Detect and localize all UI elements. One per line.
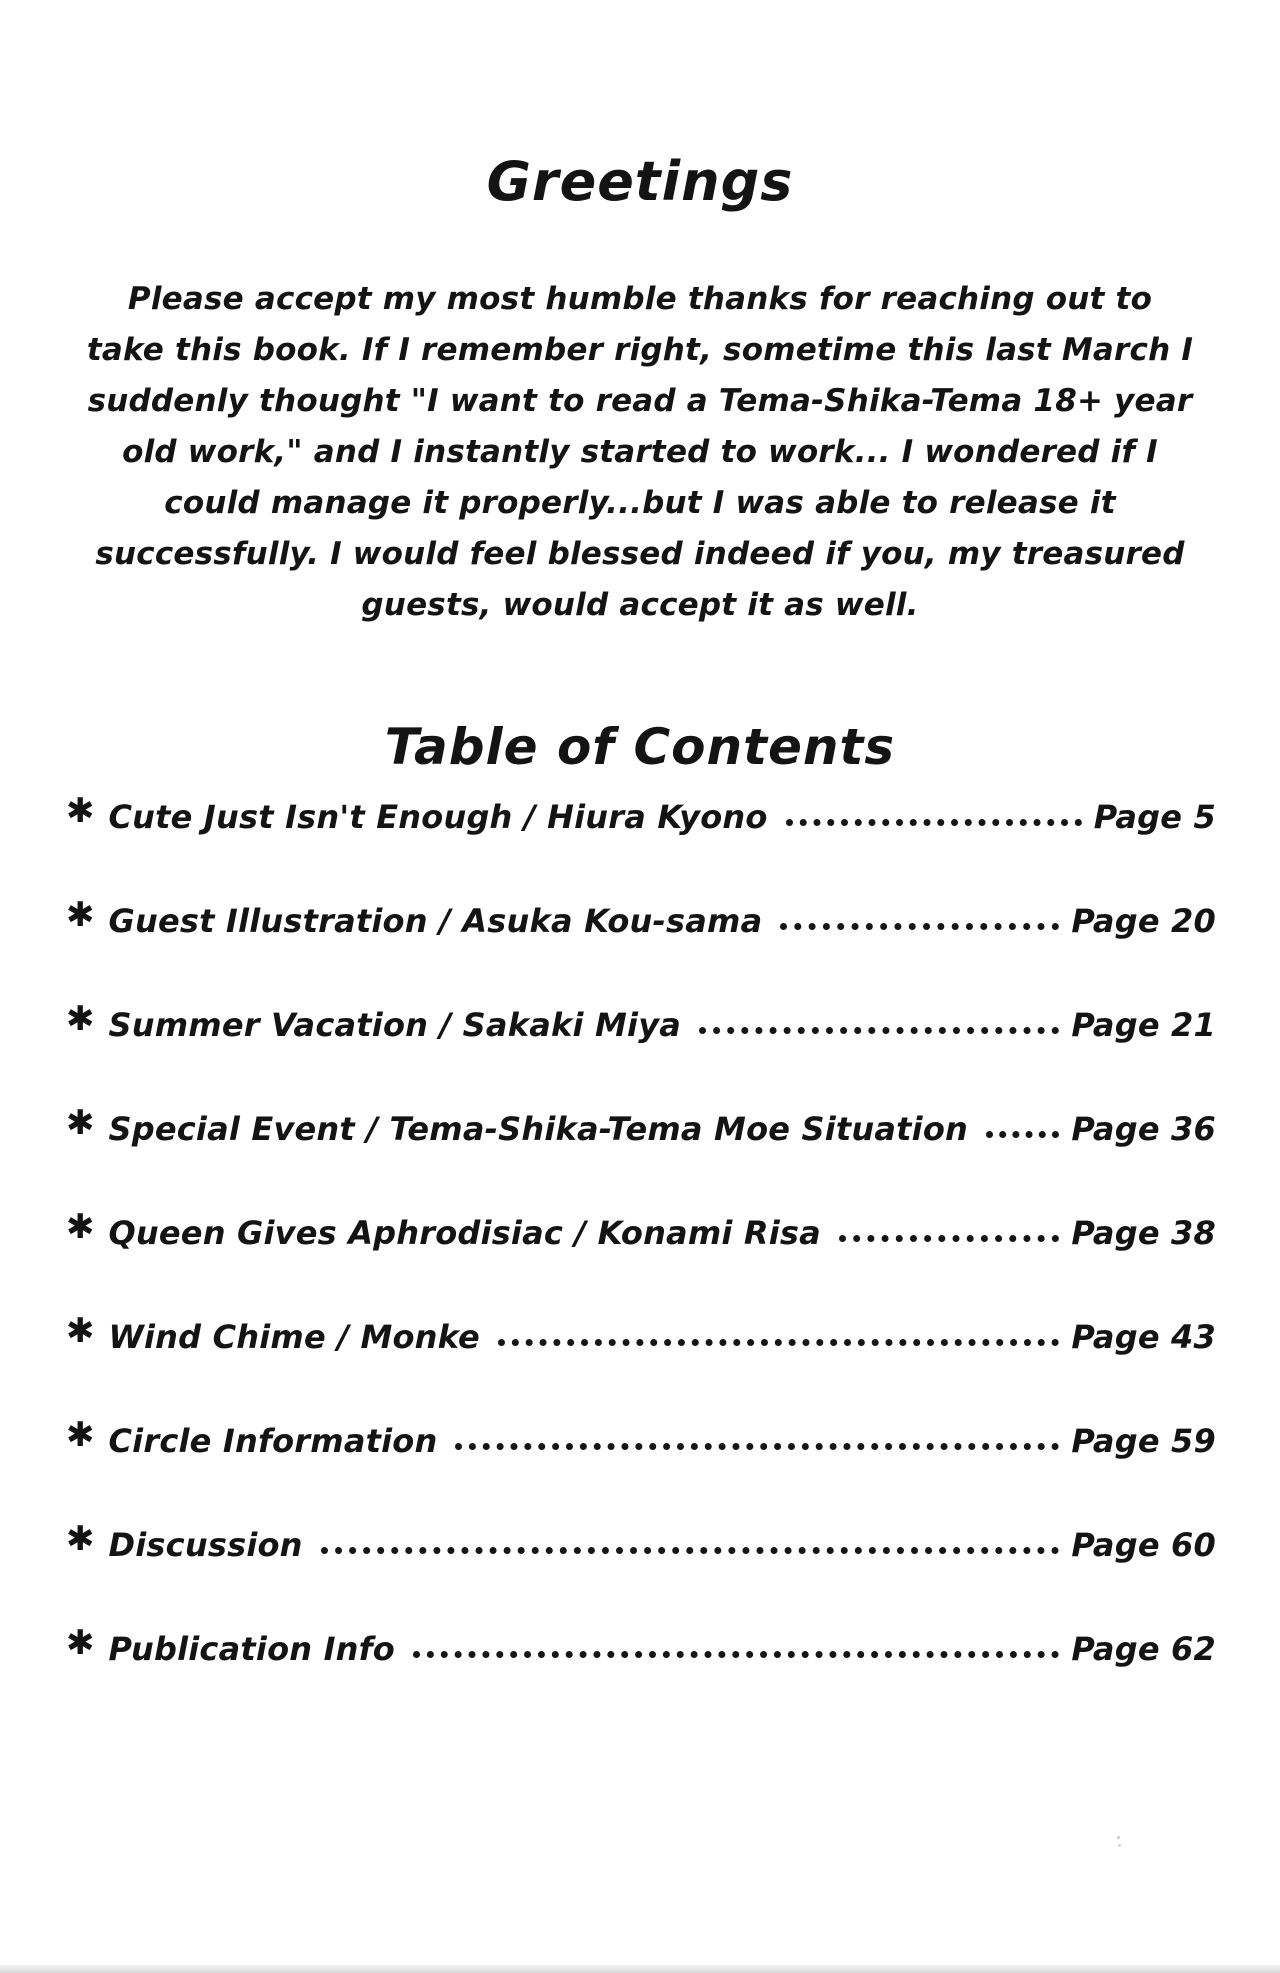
toc-entry-label: Circle Information bbox=[108, 1421, 438, 1460]
toc-entry-label: Publication Info bbox=[108, 1629, 395, 1668]
dot-leader bbox=[413, 1651, 1059, 1658]
asterisk-bullet-icon: ✱ bbox=[66, 790, 95, 831]
table-of-contents-list bbox=[0, 790, 1280, 1733]
toc-entry-label: Summer Vacation / Sakaki Miya bbox=[108, 1005, 682, 1044]
toc-entry-label: Guest Illustration / Asuka Kou-sama bbox=[108, 901, 763, 940]
toc-row bbox=[66, 790, 1216, 901]
greeting-line: successfully. I would feel blessed indeed if you, my treasured bbox=[95, 535, 1185, 572]
toc-page-number: Page 38 bbox=[1071, 1213, 1216, 1252]
greeting-line: suddenly thought "I want to read a Tema-Shika-Tema 18+ year bbox=[87, 382, 1193, 419]
greeting-paragraph bbox=[0, 274, 1280, 631]
dot-leader bbox=[780, 923, 1059, 930]
dot-leader bbox=[321, 1547, 1060, 1554]
dot-leader bbox=[986, 1131, 1059, 1138]
toc-row bbox=[66, 1206, 1216, 1317]
toc-page-number: Page 62 bbox=[1071, 1629, 1216, 1668]
toc-row bbox=[66, 998, 1216, 1109]
dot-leader bbox=[498, 1339, 1059, 1346]
dot-leader bbox=[455, 1443, 1059, 1450]
greetings-title: Greetings bbox=[486, 150, 794, 213]
asterisk-bullet-icon: ✱ bbox=[66, 1622, 95, 1663]
dot-leader bbox=[839, 1235, 1059, 1242]
asterisk-bullet-icon: ✱ bbox=[66, 998, 95, 1039]
toc-page-number: Page 36 bbox=[1071, 1109, 1216, 1148]
toc-entry-label: Wind Chime / Monke bbox=[108, 1317, 480, 1356]
toc-row bbox=[66, 1414, 1216, 1525]
greeting-line: old work," and I instantly started to work... I wondered if I bbox=[122, 433, 1158, 470]
toc-entry-label: Cute Just Isn't Enough / Hiura Kyono bbox=[108, 797, 768, 836]
toc-row bbox=[66, 894, 1216, 1005]
asterisk-bullet-icon: ✱ bbox=[66, 1310, 95, 1351]
toc-page-number: Page 43 bbox=[1071, 1317, 1216, 1356]
toc-row bbox=[66, 1310, 1216, 1421]
dot-leader bbox=[786, 819, 1082, 826]
asterisk-bullet-icon: ✱ bbox=[66, 1518, 95, 1559]
scan-artifact bbox=[1117, 1836, 1120, 1839]
dot-leader bbox=[699, 1027, 1059, 1034]
toc-entry-label: Discussion bbox=[108, 1525, 303, 1564]
greeting-line: Please accept my most humble thanks for reaching out to bbox=[127, 280, 1153, 317]
table-of-contents-title: Table of Contents bbox=[384, 717, 896, 776]
toc-page-number: Page 21 bbox=[1071, 1005, 1216, 1044]
asterisk-bullet-icon: ✱ bbox=[66, 1206, 95, 1247]
asterisk-bullet-icon: ✱ bbox=[66, 1102, 95, 1143]
page-edge-shadow bbox=[0, 1965, 1280, 1973]
toc-row bbox=[66, 1518, 1216, 1629]
asterisk-bullet-icon: ✱ bbox=[66, 894, 95, 935]
toc-page-number: Page 59 bbox=[1071, 1421, 1216, 1460]
greeting-line: guests, would accept it as well. bbox=[361, 586, 919, 623]
toc-entry-label: Queen Gives Aphrodisiac / Konami Risa bbox=[108, 1213, 821, 1252]
toc-entry-label: Special Event / Tema-Shika-Tema Moe Situation bbox=[108, 1109, 969, 1148]
greeting-line: could manage it properly...but I was able to release it bbox=[164, 484, 1116, 521]
toc-row bbox=[66, 1102, 1216, 1213]
toc-page-number: Page 20 bbox=[1071, 901, 1216, 940]
greeting-line: take this book. If I remember right, sometime this last March I bbox=[86, 331, 1194, 368]
asterisk-bullet-icon: ✱ bbox=[66, 1414, 95, 1455]
toc-row bbox=[66, 1622, 1216, 1733]
toc-page-number: Page 60 bbox=[1071, 1525, 1216, 1564]
toc-page-number: Page 5 bbox=[1093, 797, 1216, 836]
